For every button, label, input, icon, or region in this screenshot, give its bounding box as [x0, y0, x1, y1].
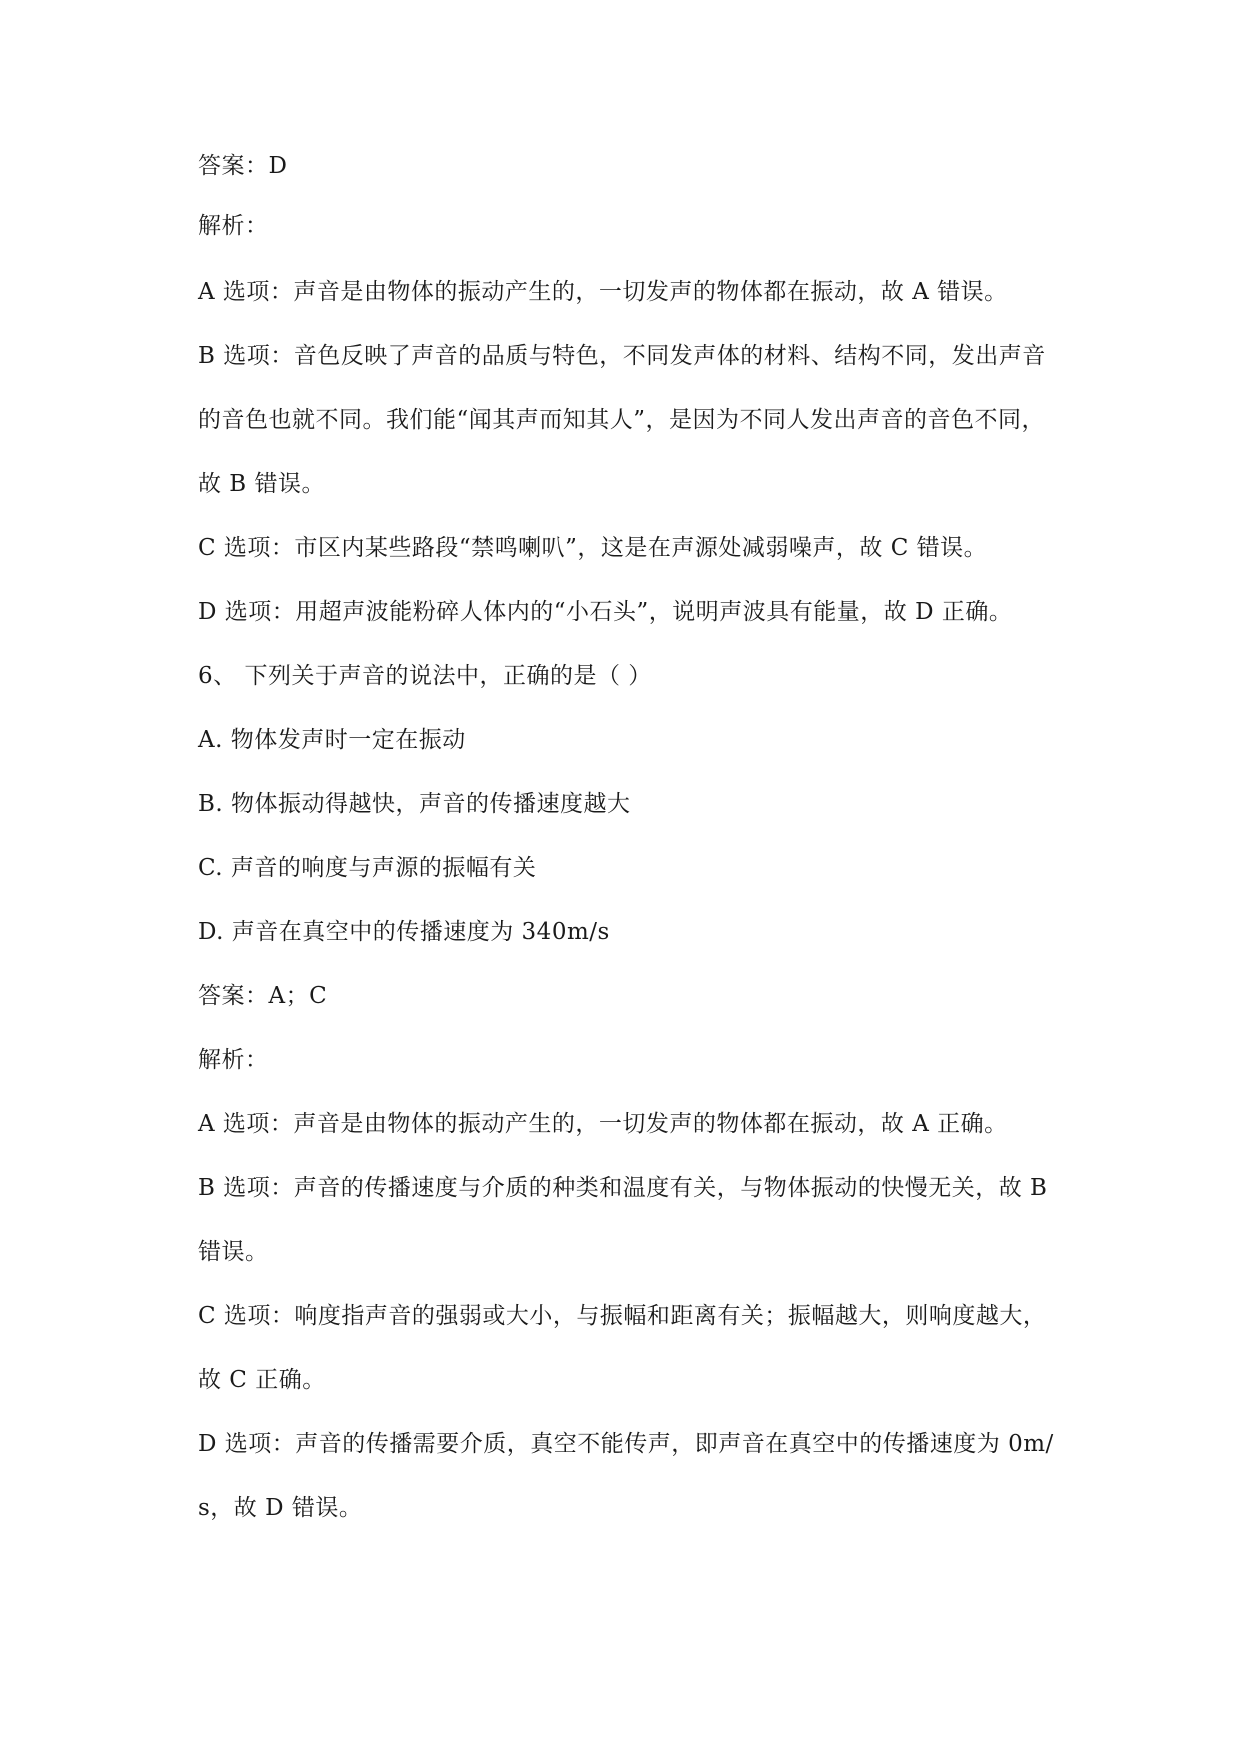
- prev-option-b-analysis-line3: 故 B 错误。: [198, 471, 326, 497]
- question-6-analysis-b-line2: 错误。: [198, 1239, 269, 1265]
- question-6-choice-a: A. 物体发声时一定在振动: [198, 727, 466, 753]
- prev-answer: 答案：D: [198, 153, 288, 179]
- question-6-analysis-a: A 选项：声音是由物体的振动产生的，一切发声的物体都在振动，故 A 正确。: [198, 1111, 1008, 1137]
- question-6-analysis-title: 解析：: [198, 1047, 269, 1073]
- question-6-answer: 答案：A；C: [198, 983, 328, 1009]
- question-6-analysis-d-line2: s，故 D 错误。: [198, 1495, 363, 1521]
- question-6-choice-c: C. 声音的响度与声源的振幅有关: [198, 855, 537, 881]
- question-6-analysis-b-line1: B 选项：声音的传播速度与介质的种类和温度有关，与物体振动的快慢无关，故 B: [198, 1175, 1048, 1201]
- question-6-stem: 6、 下列关于声音的说法中，正确的是（ ）: [198, 663, 652, 689]
- prev-option-c-analysis: C 选项：市区内某些路段“禁鸣喇叭”，这是在声源处减弱噪声，故 C 错误。: [198, 535, 988, 561]
- prev-option-b-analysis-line2: 的音色也就不同。我们能“闻其声而知其人”，是因为不同人发出声音的音色不同，: [198, 407, 1046, 433]
- prev-option-b-analysis-line1: B 选项：音色反映了声音的品质与特色，不同发声体的材料、结构不同，发出声音: [198, 343, 1046, 369]
- prev-option-d-analysis: D 选项：用超声波能粉碎人体内的“小石头”，说明声波具有能量，故 D 正确。: [198, 599, 1013, 625]
- prev-option-a-analysis: A 选项：声音是由物体的振动产生的，一切发声的物体都在振动，故 A 错误。: [198, 279, 1008, 305]
- prev-analysis-title: 解析：: [198, 213, 269, 239]
- question-6-choice-d: D. 声音在真空中的传播速度为 340m/s: [198, 919, 610, 945]
- question-6-choice-b: B. 物体振动得越快，声音的传播速度越大: [198, 791, 631, 817]
- question-6-analysis-d-line1: D 选项：声音的传播需要介质，真空不能传声，即声音在真空中的传播速度为 0m/: [198, 1431, 1054, 1457]
- question-6-analysis-c-line2: 故 C 正确。: [198, 1367, 326, 1393]
- question-6-analysis-c-line1: C 选项：响度指声音的强弱或大小，与振幅和距离有关；振幅越大，则响度越大，: [198, 1303, 1047, 1329]
